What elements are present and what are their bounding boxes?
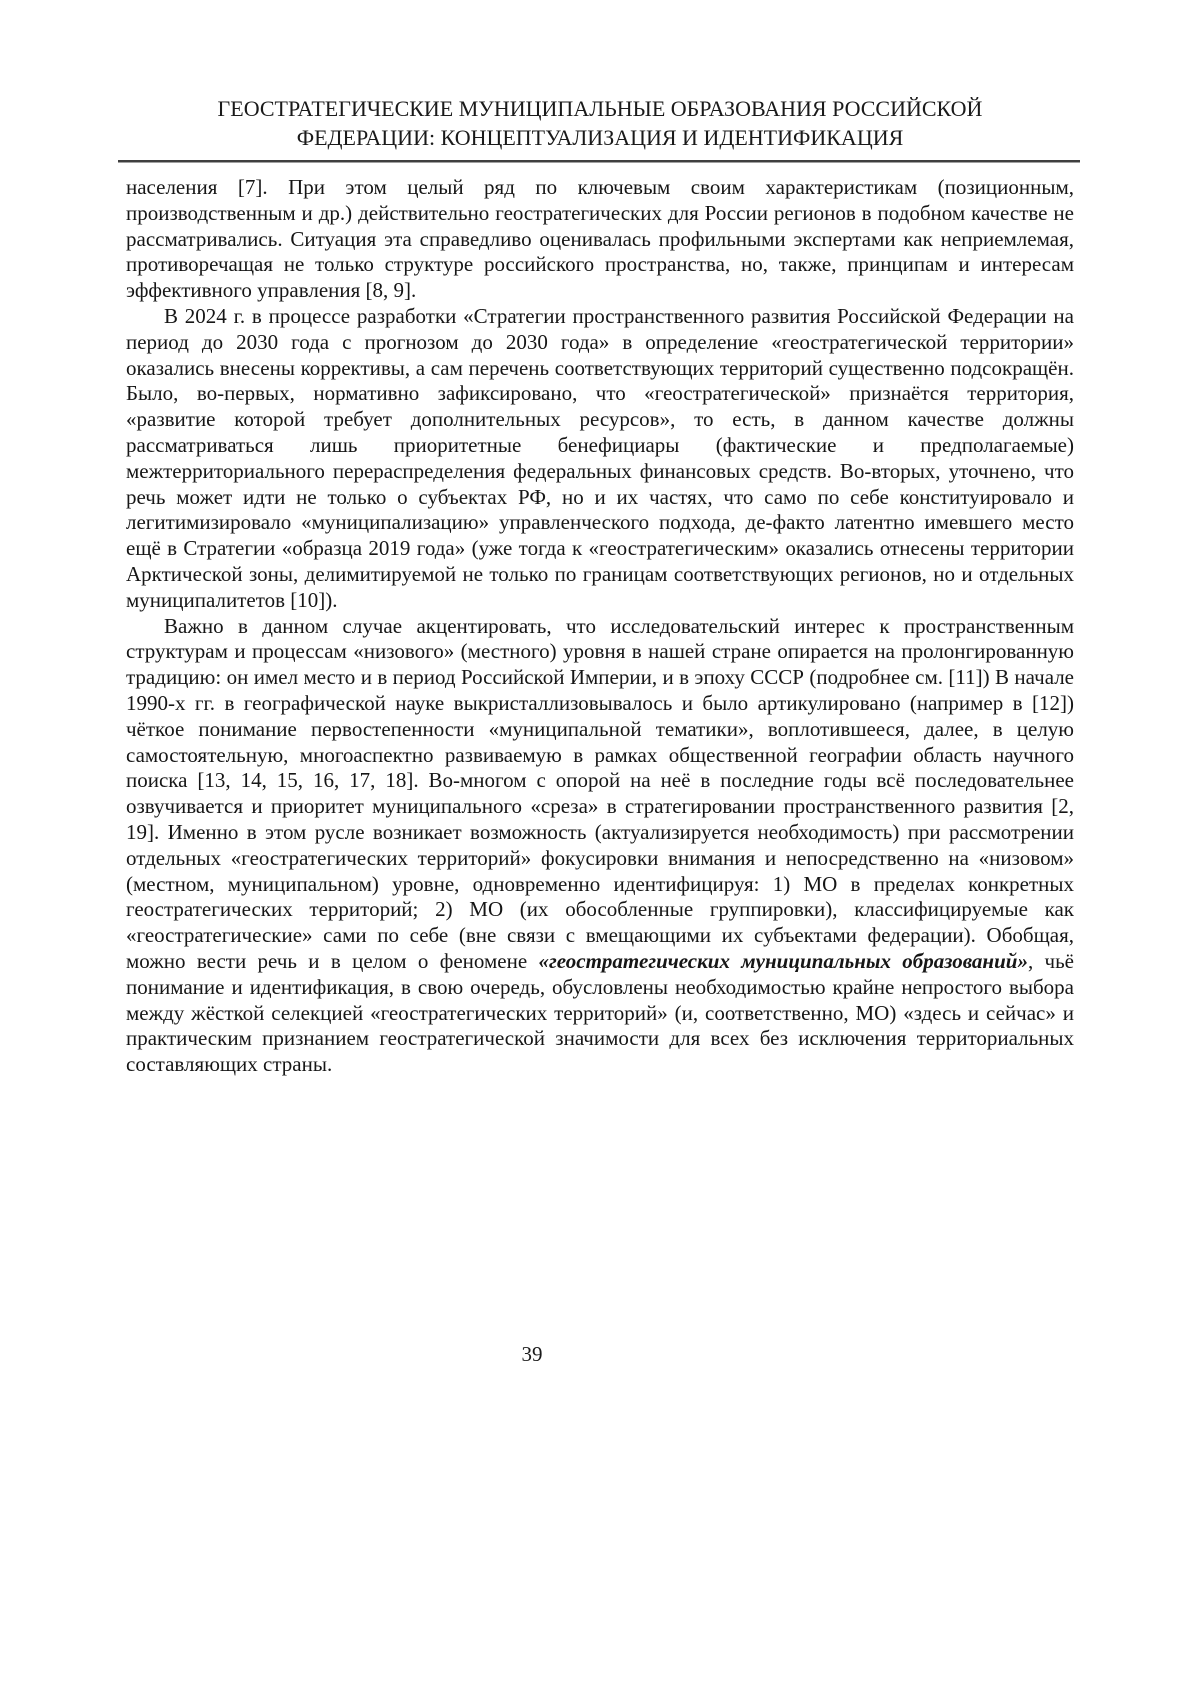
paragraph-3-text-after: , чьё понимание и идентификация, в свою очередь, обусловлены необходимостью крайне непростого выбора между жёсткой селекцией «геостратегических территорий» (и, соответственно, МО) «здесь и сейчас» и практическим признанием геостратегической значимости для всех без исключения территориальных составляющих страны. xyxy=(126,948,1074,1077)
paragraph-3-text-before: Важно в данном случае акцентировать, что исследовательский интерес к пространственным структурам и процессам «низового» (местного) уровня в нашей стране опирается на пролонгированную традицию: он имел место и в период Российской Империи, и в эпоху СССР (подробнее см. [11]) В начале 1990-х гг. в географической науке выкристаллизовывалось и было артикулировано (например в [12]) чёткое понимание первостепенности «муниципальной тематики», воплотившееся, далее, в целую самостоятельную, многоаспектно развиваемую в рамках общественной географии область научного поиска [13, 14, 15, 16, 17, 18]. Во-многом с опорой на неё в последние годы всё последовательнее озвучивается и приоритет муниципального «среза» в стратегировании пространственного развития [2, 19]. Именно в этом русле возникает возможность (актуализируется необходимость) при рассмотрении отдельных «геостратегических территорий» фокусировки внимания и непосредственно на «низовом» (местном, муниципальном) уровне, одновременно идентифицируя: 1) МО в пределах конкретных геостратегических территорий; 2) МО (их обособленные группировки), классифицируемые как «геостратегические» сами по себе (вне связи с вмещающими их субъектами федерации). Обобщая, можно вести речь и в целом о феномене xyxy=(126,613,1074,973)
paragraph-2: В 2024 г. в процессе разработки «Стратегии пространственного развития Российской Федерации на период до 2030 года с прогнозом до 2030 года» в определение «геостратегической территории» оказались внесены коррективы, а сам перечень соответствующих территорий существенно подсокращён. Было, во-первых, нормативно зафиксировано, что «геостратегической» признаётся территория, «развитие которой требует дополнительных ресурсов», то есть, в данном качестве должны рассматриваться лишь приоритетные бенефициары (фактические и предполагаемые) межтерриториального перераспределения федеральных финансовых средств. Во-вторых, уточнено, что речь может идти не только о субъектах РФ, но и их частях, что само по себе конституировало и легитимизировало «муниципализацию» управленческого подхода, де-факто латентно имевшего место ещё в Стратегии «образца 2019 года» (уже тогда к «геостратегическим» оказались отнесены территории Арктической зоны, делимитируемой не только по границам соответствующих регионов, но и отдельных муниципалитетов [10]). xyxy=(126,303,1074,612)
paragraph-1: населения [7]. При этом целый ряд по ключевым своим характеристикам (позиционным, производственным и др.) действительно геостратегических для России регионов в подобном качестве не рассматривались. Ситуация эта справедливо оценивалась профильными экспертами как неприемлемая, противоречащая не только структуре российского пространства, но, также, принципам и интересам эффективного управления [8, 9]. xyxy=(126,175,1074,303)
article-title-line-1: ГЕОСТРАТЕГИЧЕСКИЕ МУНИЦИПАЛЬНЫЕ ОБРАЗОВАНИЯ РОССИЙСКОЙ xyxy=(217,96,983,121)
paragraph-3-emphasis: «геостратегических муниципальных образований» xyxy=(538,948,1028,973)
article-body xyxy=(126,175,1074,1078)
article-title-line-2: ФЕДЕРАЦИИ: КОНЦЕПТУАЛИЗАЦИЯ И ИДЕНТИФИКАЦИЯ xyxy=(296,125,904,150)
paragraph-3 xyxy=(126,614,1074,1078)
article-title xyxy=(0,0,1200,152)
page-number: 39 xyxy=(521,1342,543,1366)
header-divider xyxy=(118,160,1080,163)
